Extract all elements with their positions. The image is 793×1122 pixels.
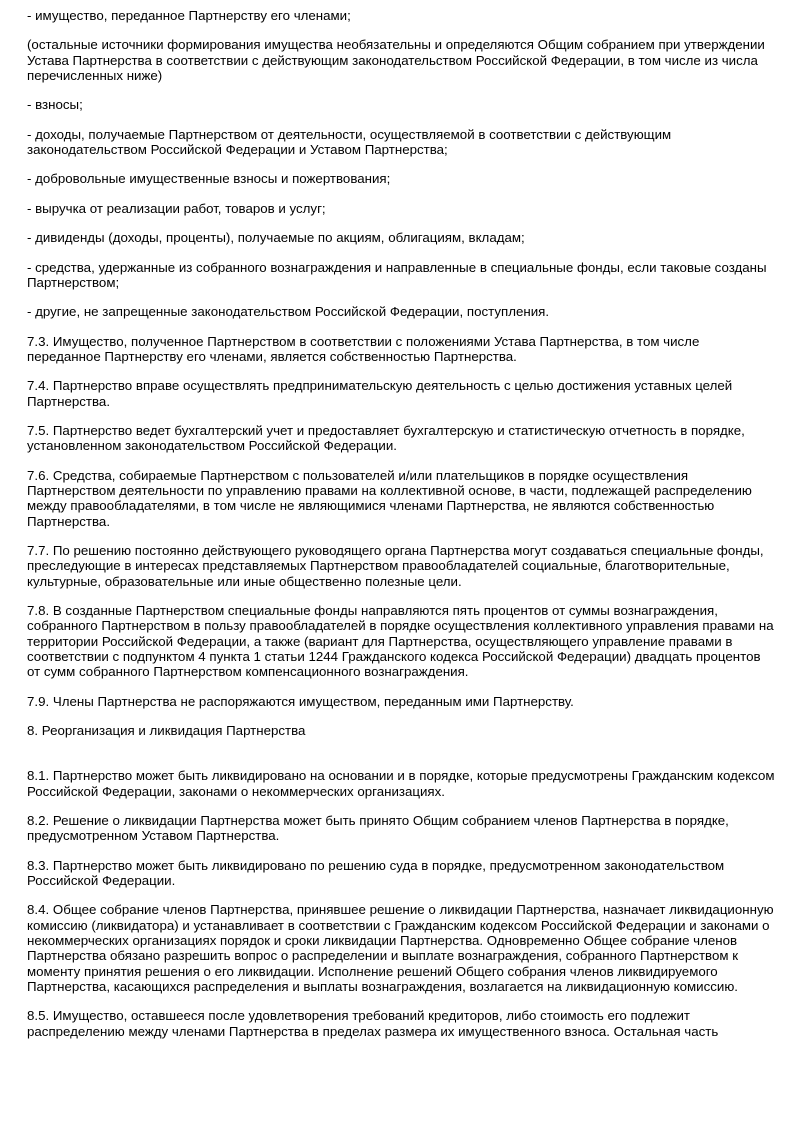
clause-7-4: 7.4. Партнерство вправе осуществлять предпринимательскую деятельность с целью достижения уставных целей Партнерства. [27, 378, 733, 409]
clause-7-3: 7.3. Имущество, полученное Партнерством в соответствии с положениями Устава Партнерства, в том числе переданное Партнерству его членами, является собственностью Партнерства. [27, 333, 700, 364]
paragraph-other-sources-note: (остальные источники формирования имущества необязательны и определяются Общим собранием при утверждении Устава Партнерства в соответствии с действующим законодательством Российской Федерации, в том числе из числа перечисленных ниже) [27, 37, 765, 83]
section-heading: 8. Реорганизация и ликвидация Партнерства [27, 723, 306, 738]
paragraph-other-receipts: - другие, не запрещенные законодательством Российской Федерации, поступления. [27, 304, 550, 320]
clause-8-3: 8.3. Партнерство может быть ликвидировано по решению суда в порядке, предусмотренном законодательством Российской Федерации. [27, 857, 725, 888]
paragraph-voluntary-donations: - добровольные имущественные взносы и пожертвования; [27, 171, 391, 187]
clause-7-9: 7.9. Члены Партнерства не распоряжаются имуществом, переданным ими Партнерству. [27, 693, 574, 709]
paragraph-dividends: - дивиденды (доходы, проценты), получаемые по акциям, облигациям, вкладам; [27, 230, 525, 246]
paragraph-special-funds-deductions: - средства, удержанные из собранного вознаграждения и направленные в специальные фонды, если таковые созданы Партнерством; [27, 259, 767, 290]
paragraph-property-from-members: - имущество, переданное Партнерству его членами; [27, 8, 351, 23]
paragraph-sales-revenue: - выручка от реализации работ, товаров и услуг; [27, 200, 326, 216]
clause-8-4: 8.4. Общее собрание членов Партнерства, принявшее решение о ликвидации Партнерства, назначает ликвидационную комиссию (ликвидатора) и устанавливает в соответствии с Гражданским кодексом Российской Федерации и законами о некоммерческих организациях порядок и сроки ликвидации Партнерства. Одновременно Общее собрание членов Партнерства обязано разрешить вопрос о распределении и выплате вознаграждения, собранного Партнерством к моменту принятия решения о его ликвидации. Исполнение решений Общего собрания членов ликвидируемого Партнерства, касающихся распределения и выплаты вознаграждения, возлагается на ликвидационную комиссию. [27, 902, 774, 994]
clause-7-6: 7.6. Средства, собираемые Партнерством с пользователей и/или плательщиков в порядке осуществления Партнерством деятельности по управлению правами на коллективной основе, в части, подлежащей распределению между правообладателями, в том числе не являющимися членами Партнерства, не являются собственностью Партнерства. [27, 467, 752, 529]
clause-8-1: 8.1. Партнерство может быть ликвидировано на основании и в порядке, которые предусмотрены Гражданским кодексом Российской Федерации, законами о некоммерческих организациях. [27, 768, 775, 799]
clause-7-5: 7.5. Партнерство ведет бухгалтерский учет и предоставляет бухгалтерскую и статистическую отчетность в порядке, установленном законодательством Российской Федерации. [27, 423, 745, 454]
clause-8-2: 8.2. Решение о ликвидации Партнерства может быть принято Общим собранием членов Партнерства в порядке, предусмотренном Уставом Партнерства. [27, 812, 729, 844]
paragraph-activity-income: - доходы, получаемые Партнерством от деятельности, осуществляемой в соответствии с действующим законодательством Российской Федерации и Уставом Партнерства; [27, 126, 672, 158]
clause-8-5: 8.5. Имущество, оставшееся после удовлетворения требований кредиторов, либо стоимость его подлежит распределению между членами Партнерства в пределах размера их имущественного взноса. Остальная часть [27, 1008, 719, 1039]
clause-7-7: 7.7. По решению постоянно действующего руководящего органа Партнерства могут создаваться специальные фонды, преследующие в интересах представляемых Партнерством правообладателей социальные, благотворительные, культурные, образовательные или иные общественно полезные цели. [27, 543, 764, 589]
paragraph-contributions: - взносы; [27, 97, 83, 113]
document-page [27, 8, 775, 1053]
clause-7-8: 7.8. В созданные Партнерством специальные фонды направляются пять процентов от суммы вознаграждения, собранного Партнерством в пользу правообладателей в порядке осуществления коллективного управления правами на территории Российской Федерации, а также (вариант для Партнерства, осуществляющего управление правами в соответствии с подпунктом 4 пункта 1 статьи 1244 Гражданского кодекса Российской Федерации) двадцать процентов от сумм собранного Партнерством компенсационного вознаграждения. [27, 603, 774, 680]
